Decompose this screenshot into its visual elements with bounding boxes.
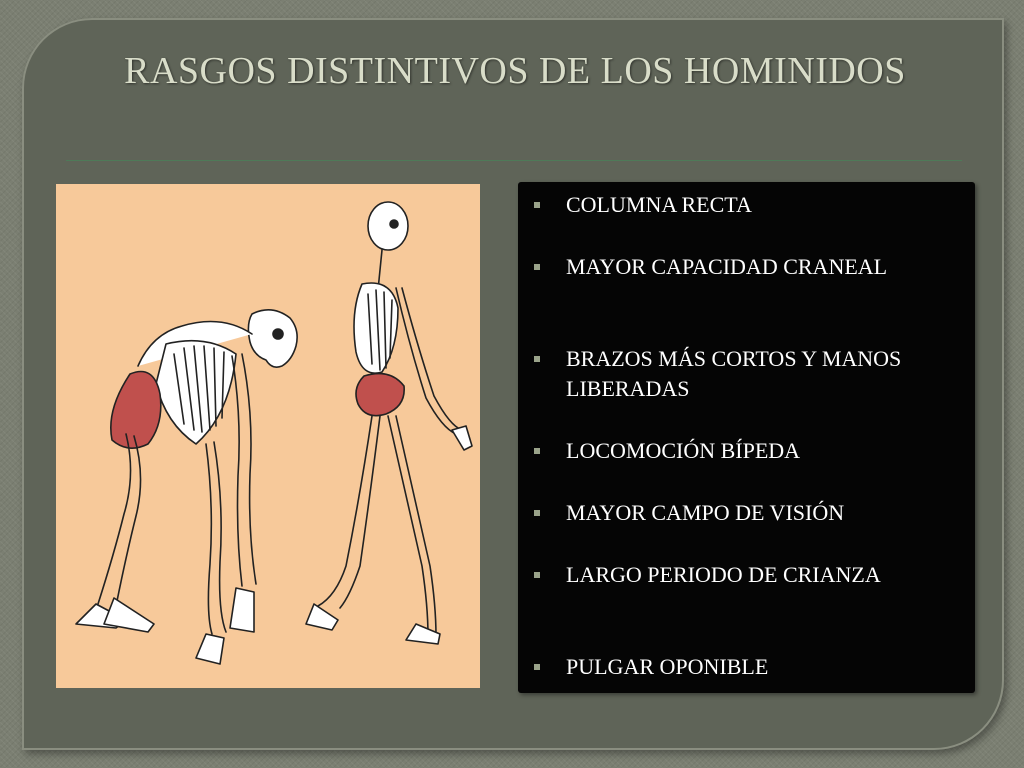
bullet-icon — [534, 572, 540, 578]
bullet-icon — [534, 264, 540, 270]
bullet-icon — [534, 356, 540, 362]
title-divider — [66, 160, 962, 161]
trait-text: COLUMNA RECTA — [566, 192, 752, 217]
traits-panel — [518, 182, 975, 693]
trait-text: MAYOR CAMPO DE VISIÓN — [566, 500, 845, 525]
bullet-icon — [534, 202, 540, 208]
list-item — [534, 344, 954, 404]
human-skeleton — [306, 202, 472, 644]
list-item — [534, 252, 954, 282]
ape-skeleton — [76, 310, 297, 664]
bullet-icon — [534, 510, 540, 516]
list-item — [534, 436, 954, 466]
list-item — [534, 652, 954, 682]
trait-text: MAYOR CAPACIDAD CRANEAL — [566, 254, 888, 279]
list-item — [534, 190, 954, 220]
slide-title: RASGOS DISTINTIVOS DE LOS HOMINIDOS — [124, 50, 906, 92]
bullet-icon — [534, 664, 540, 670]
bullet-icon — [534, 448, 540, 454]
trait-text: LOCOMOCIÓN BÍPEDA — [566, 438, 801, 463]
trait-text: BRAZOS MÁS CORTOS Y MANOS LIBERADAS — [566, 346, 902, 401]
trait-text: LARGO PERIODO DE CRIANZA — [566, 562, 881, 587]
trait-text: PULGAR OPONIBLE — [566, 654, 769, 679]
skeleton-illustration — [56, 184, 480, 688]
skeleton-comparison-image — [56, 184, 480, 688]
list-item — [534, 498, 954, 528]
list-item — [534, 560, 954, 590]
